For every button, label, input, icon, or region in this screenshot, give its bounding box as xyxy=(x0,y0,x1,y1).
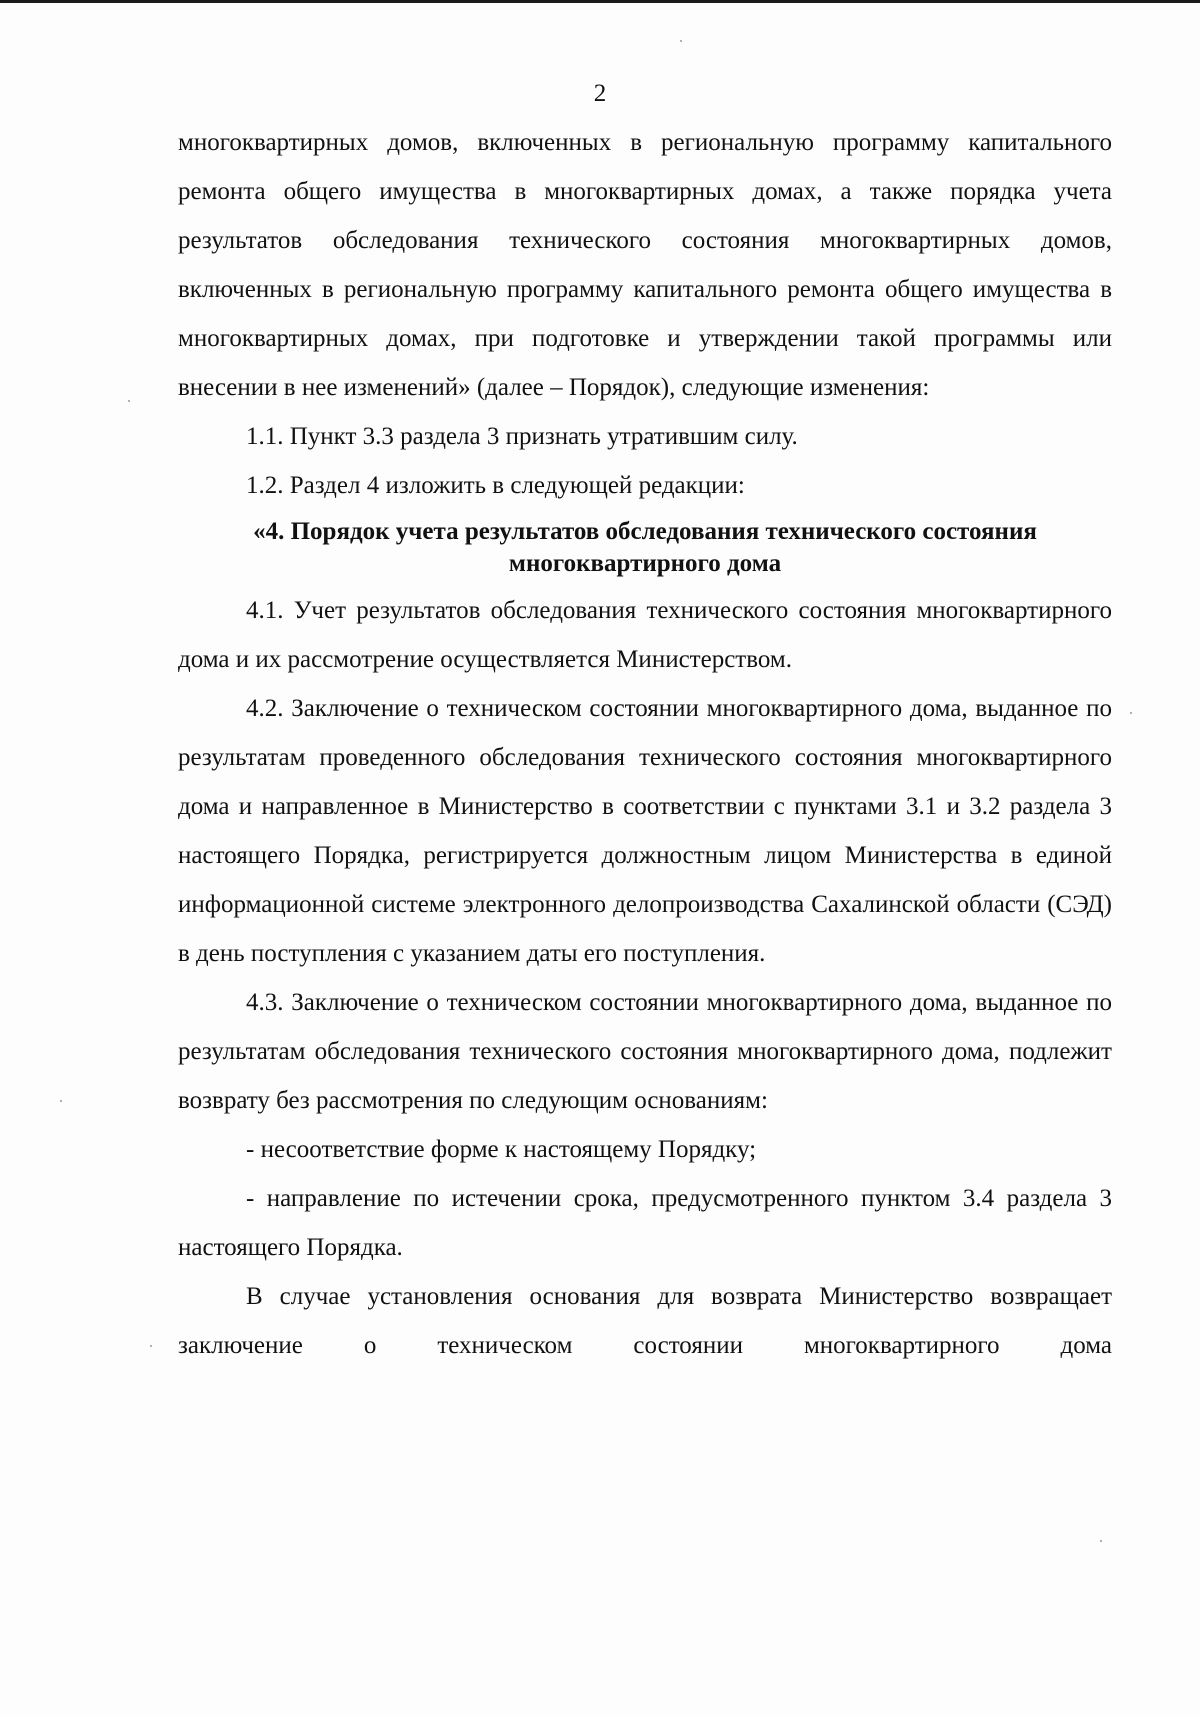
item-4-2: 4.2. Заключение о техническом состоянии многоквартирного дома, выданное по результатам проведенного обследования технического состояния многоквартирного дома и направленное в Министерство в соответствии с пунктами 3.1 и 3.2 раздела 3 настоящего Порядка, регистрируется должностным лицом Министерства в единой информационной системе электронного делопроизводства Сахалинской области (СЭД) в день поступления с указанием даты его поступления. xyxy=(178,695,1112,967)
item-1-1: 1.1. Пункт 3.3 раздела 3 признать утратившим силу. xyxy=(246,423,798,450)
final-paragraph: В случае установления основания для возврата Министерство возвращает заключение о техническом состоянии многоквартирного дома xyxy=(178,1283,1112,1359)
bullet-item-2: - направление по истечении срока, предусмотренного пунктом 3.4 раздела 3 настоящего Порядка. xyxy=(178,1185,1112,1261)
scan-speck xyxy=(1100,1540,1102,1542)
scan-speck xyxy=(128,400,130,402)
document-body xyxy=(178,118,1112,1370)
scan-speck xyxy=(60,1100,62,1102)
page-number: 2 xyxy=(593,80,607,107)
top-scan-edge xyxy=(0,0,1200,3)
bullet-item-1: - несоответствие форме к настоящему Порядку; xyxy=(246,1136,757,1163)
section-heading-line-1: «4. Порядок учета результатов обследования технического состояния xyxy=(253,518,1037,545)
intro-paragraph: многоквартирных домов, включенных в региональную программу капитального ремонта общего имущества в многоквартирных домах, а также порядка учета результатов обследования технического состояния многоквартирных домов, включенных в региональную программу капитального ремонта общего имущества в многоквартирных домах, при подготовке и утверждении такой программы или внесении в нее изменений» (далее – Порядок), следующие изменения: xyxy=(178,129,1112,401)
item-4-3: 4.3. Заключение о техническом состоянии многоквартирного дома, выданное по результатам обследования технического состояния многоквартирного дома, подлежит возврату без рассмотрения по следующим основаниям: xyxy=(178,989,1112,1114)
section-heading xyxy=(178,510,1112,586)
scan-speck xyxy=(1130,712,1132,714)
item-4-1: 4.1. Учет результатов обследования технического состояния многоквартирного дома и их рассмотрение осуществляется Министерством. xyxy=(178,597,1112,673)
item-1-2: 1.2. Раздел 4 изложить в следующей редакции: xyxy=(246,472,745,499)
scan-speck xyxy=(680,40,682,42)
section-heading-line-2: многоквартирного дома xyxy=(508,550,782,577)
scan-speck xyxy=(150,1345,152,1347)
